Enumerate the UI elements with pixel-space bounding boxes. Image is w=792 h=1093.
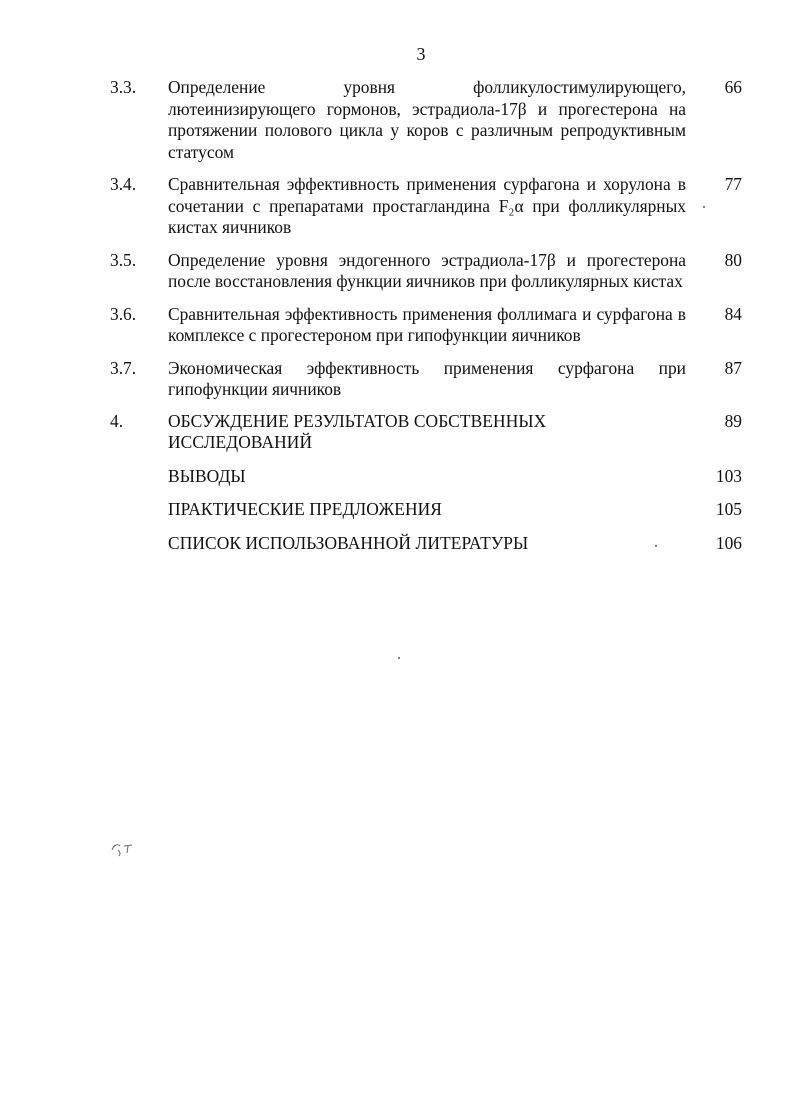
toc-entry-3-5[interactable] (110, 250, 742, 293)
toc-entry-page: 80 (724, 249, 742, 270)
toc-entry-conclusions[interactable] (110, 466, 742, 488)
toc-entry-title: ПРАКТИЧЕСКИЕ ПРЕДЛОЖЕНИЯ (168, 499, 442, 519)
toc-entry-3-6[interactable] (110, 304, 742, 347)
toc-entry-3-4[interactable] (110, 174, 742, 239)
scan-speck (655, 545, 657, 547)
page-number: 3 (416, 44, 426, 64)
toc-entry-4[interactable] (110, 411, 742, 454)
toc-entry-title: Сравнительная эффективность применения фоллимага и сурфагона в комплексе с прогестероном при гипофункции яичников (168, 303, 686, 345)
scan-speck (703, 206, 705, 208)
toc-entry-page: 66 (724, 77, 742, 97)
toc-entry-3-3[interactable] (110, 77, 742, 163)
toc-entry-page: 103 (715, 465, 742, 486)
scan-speck (398, 657, 400, 659)
toc-entry-number: 3.3. (110, 77, 137, 97)
toc-entry-title: Сравнительная эффективность применения сурфагона и хорулона в сочетании с препаратами простагландина F₂α при фолликулярных кистах яичников (168, 174, 686, 237)
toc-entry-title: ОБСУЖДЕНИЕ РЕЗУЛЬТАТОВ СОБСТВЕННЫХ ИССЛЕДОВАНИЙ (168, 410, 547, 452)
toc-entry-page: 84 (724, 303, 742, 324)
toc-entry-page: 89 (724, 410, 742, 431)
toc-entry-3-7[interactable] (110, 358, 742, 401)
toc-entry-page: 77 (724, 174, 742, 194)
toc-entry-number: 3.7. (110, 357, 137, 378)
toc-entry-number: 3.5. (110, 249, 137, 270)
toc-entry-title: Определение уровня эндогенного эстрадиола-17β и прогестерона после восстановления функции яичников при фолликулярных кистах (168, 249, 686, 291)
toc-entry-page: 106 (715, 532, 742, 553)
toc-entry-title: ВЫВОДЫ (168, 465, 246, 486)
toc-entry-number: 3.4. (110, 174, 137, 194)
toc-entry-title: Определение уровня фолликулостимулирующего, лютеинизирующего гормонов, эстрадиола-17β и прогестерона на протяжении полового цикла у коров с различным репродуктивным статусом (168, 77, 686, 162)
toc-entry-title: СПИСОК ИСПОЛЬЗОВАННОЙ ЛИТЕРАТУРЫ (168, 532, 529, 553)
toc-entry-page: 105 (715, 499, 742, 519)
toc-entry-references[interactable] (110, 533, 742, 555)
toc-entry-page: 87 (724, 357, 742, 378)
toc-entry-title: Экономическая эффективность применения сурфагона при гипофункции яичников (168, 357, 686, 399)
toc-entry-number: 3.6. (110, 303, 137, 324)
table-of-contents (110, 77, 742, 554)
toc-entry-number: 4. (110, 410, 124, 431)
pen-mark (108, 838, 138, 860)
toc-entry-practical-proposals[interactable] (110, 499, 742, 521)
